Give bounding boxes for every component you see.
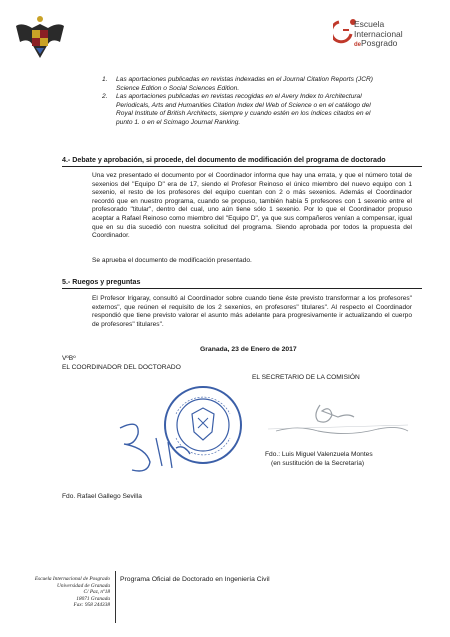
section-4-title: 4.- Debate y aprobación, si procede, del documento de modificación del programa de doctorado	[62, 156, 422, 167]
section-5-title: 5.- Ruegos y preguntas	[62, 278, 422, 289]
coordinator-name: Fdo. Rafael Gallego Sevilla	[62, 493, 142, 500]
list-item: 2. Las aportaciones publicadas en revistas recogidas en el Avery Index to Architectural Periodicals, Arts and Humanities Citation Index del Web of Science o en el catálogo del Royal Institute of British Architects, siempre y cuando estén en los índices citados en el punto 1. o en el Scimago Journal Ranking.	[102, 93, 371, 126]
footer-address: Escuela Internacional de Posgrado Universidad de Granada C/ Paz, nº18 18071 Granada Fax: 958 244338	[34, 576, 110, 609]
secretary-note: (en sustitución de la Secretaría)	[271, 459, 365, 467]
coordinator-block	[62, 355, 181, 372]
coordinator-title: EL COORDINADOR DEL DOCTORADO	[62, 363, 181, 371]
section-4-approval: Se aprueba el documento de modificación presentado.	[92, 257, 252, 264]
coordinator-signature	[110, 408, 200, 478]
university-crest-logo	[12, 14, 68, 62]
secretary-signature	[258, 395, 418, 443]
vobo-label: VºBº	[62, 355, 76, 362]
secretary-title: EL SECRETARIO DE LA COMISIÓN	[252, 374, 360, 381]
secretary-signature-block	[265, 451, 373, 468]
requirements-list	[102, 76, 381, 128]
list-item: 1. Las aportaciones publicadas en revistas indexadas en el Journal Citation Reports (JCR) Science Edition o Social Sciences Edition.	[102, 76, 373, 92]
escuela-posgrado-wordmark: Escuela Internacional dePosgrado	[354, 19, 403, 48]
section-5-paragraph: El Profesor Irigaray, consultó al Coordinador sobre cuando tiene éste previsto transformar a los profesores" externos", que reúnen el requisito de los 2 sexenios, en profesores" titulares". Al respecto el Coordinador respondió que tiene previsto valorar el asunto más adelante para progresivamente ir actualizando el cuerpo de profesores" titulares".	[92, 295, 412, 328]
footer-program: Programa Oficial de Doctorado en Ingeniería Civil	[120, 576, 270, 583]
secretary-name: Fdo.: Luis Miguel Valenzuela Montes	[265, 451, 373, 458]
document-date: Granada, 23 de Enero de 2017	[200, 346, 297, 353]
section-4-paragraph: Una vez presentado el documento por el Coordinador informa que hay una errata, y que el número total de sexenios del "Equipo D" era de 17, siendo el Profesor Reinoso el único miembro del nuevo equipo con 1 sexenio, el resto de los profesores del equipo cuentan con 2 o más sexenios. Además el Coordinador recordó que en nuestro programa, cuando se propuso, también había 5 profesores con 1 sexenio entre el profesorado "titular", dentro del cual, uno aún tiene sólo 1 sexenio. Por lo que el Coordinador propuso aceptar a Rafael Reinoso como miembro del "Equipo D", ya que sus compañeros venían a compensar, igual que en su día sucedió con nuestra solicitud del programa. Siendo aprobada por todos la propuesta del Coordinador.	[92, 172, 412, 240]
footer-divider	[115, 571, 116, 623]
